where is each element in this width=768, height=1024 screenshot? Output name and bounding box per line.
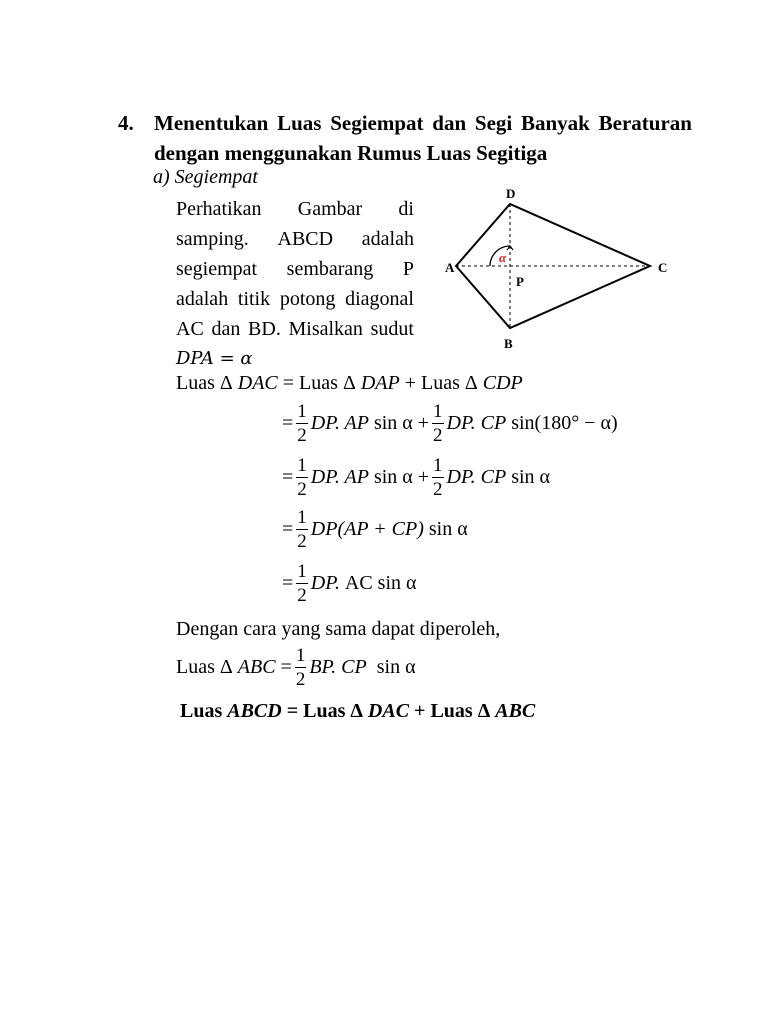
heading-word: Beraturan: [598, 111, 692, 135]
product-term: DP. AP: [310, 466, 369, 488]
label-a: A: [445, 260, 455, 275]
triangle-name: DAC: [367, 700, 410, 722]
half-fraction: $\frac{1}{2}$: [297, 455, 307, 500]
delta-symbol: Δ: [219, 656, 233, 678]
equals-sign: =: [280, 656, 292, 678]
product-term: DP(AP + CP): [310, 518, 424, 540]
luas-text: Luas: [180, 700, 223, 722]
equals-sign: =: [282, 572, 294, 594]
product-term: DP.: [310, 572, 340, 594]
sine-term: sin(180° − α): [511, 412, 618, 434]
delta-symbol: Δ: [219, 372, 233, 394]
triangle-name: ABC: [237, 656, 276, 678]
word: titik: [237, 288, 271, 310]
word: BD.: [248, 318, 281, 340]
triangle-name: ABC: [495, 700, 536, 722]
word: P: [402, 258, 414, 280]
equals-sign: =: [282, 372, 295, 394]
label-p: P: [516, 274, 524, 289]
word: ABCD: [277, 228, 334, 250]
equals-sign: =: [282, 466, 294, 488]
sine-term: sin α: [428, 518, 468, 540]
word: Gambar: [297, 198, 363, 220]
paragraph: [176, 194, 414, 374]
word: sembarang: [286, 258, 374, 280]
subsection-title: a) Segiempat: [153, 166, 258, 188]
diagonal-name: AC: [344, 572, 373, 594]
triangle-name: DAP: [360, 372, 400, 394]
equation-step-1: [282, 402, 618, 445]
word: dan: [211, 318, 241, 340]
word: samping.: [176, 228, 249, 250]
heading-word: Banyak: [521, 111, 590, 135]
word: adalah: [176, 288, 229, 310]
paragraph-line: [176, 194, 414, 224]
quadrilateral-diagram: [436, 182, 676, 354]
equation-dac: [176, 372, 523, 395]
label-c: C: [658, 260, 668, 275]
equation-abcd: [180, 700, 535, 723]
label-alpha: α: [499, 250, 507, 265]
word: Perhatikan: [176, 198, 262, 220]
half-fraction: $\frac{1}{2}$: [297, 401, 307, 446]
luas-text: Luas: [420, 372, 460, 394]
product-term: DP. CP: [446, 466, 507, 488]
half-fraction: $\frac{1}{2}$: [297, 507, 307, 552]
word: di: [398, 198, 414, 220]
section-number: 4.: [118, 111, 134, 135]
word: Misalkan: [288, 318, 363, 340]
luas-text: Luas: [303, 700, 346, 722]
word: AC: [176, 318, 204, 340]
paragraph-line: [176, 254, 414, 284]
product-term: DP. AP: [310, 412, 369, 434]
word: segiempat: [176, 258, 258, 280]
delta-symbol: Δ: [350, 700, 363, 722]
conclusion-text: Dengan cara yang sama dapat diperoleh,: [176, 618, 501, 640]
half-fraction: $\frac{1}{2}$: [297, 561, 307, 606]
word: potong: [279, 288, 336, 310]
equation-step-2: [282, 456, 550, 499]
heading-word: dan: [432, 111, 467, 135]
heading-word: Menentukan: [154, 111, 269, 135]
angle-definition: DPA = α: [176, 348, 253, 369]
sine-term: sin α: [373, 412, 413, 434]
equals-sign: =: [282, 518, 294, 540]
heading-word: Luas: [277, 111, 322, 135]
plus-sign: +: [417, 412, 430, 434]
equals-sign: =: [286, 700, 299, 722]
equals-sign: =: [282, 412, 294, 434]
word: adalah: [361, 228, 414, 250]
luas-text: Luas: [299, 372, 338, 394]
label-d: D: [506, 186, 516, 201]
heading-line-1: [154, 108, 692, 138]
luas-text: Luas: [176, 372, 215, 394]
plus-sign: +: [404, 372, 416, 394]
sine-term: sin α: [511, 466, 551, 488]
word: diagonal: [345, 288, 414, 310]
sine-term: sin α: [377, 572, 417, 594]
sine-term: sin α: [373, 466, 413, 488]
word: sudut: [370, 318, 414, 340]
paragraph-line: [176, 224, 414, 254]
sine-term: sin α: [376, 656, 416, 678]
delta-symbol: Δ: [464, 372, 478, 394]
paragraph-line: [176, 284, 414, 314]
product-term: BP. CP: [309, 656, 367, 678]
equation-step-3: [282, 508, 468, 551]
half-fraction: $\frac{1}{2}$: [433, 455, 443, 500]
product-term: DP. CP: [446, 412, 507, 434]
delta-symbol: Δ: [342, 372, 356, 394]
triangle-name: DAC: [237, 372, 278, 394]
paragraph-line: [176, 314, 414, 344]
heading-word: Segi: [474, 111, 513, 135]
delta-symbol: Δ: [477, 700, 491, 722]
plus-sign: +: [414, 700, 426, 722]
equation-abc: [176, 646, 416, 689]
triangle-name: CDP: [482, 372, 523, 394]
half-fraction: $\frac{1}{2}$: [295, 645, 306, 690]
luas-text: Luas: [176, 656, 215, 678]
heading-word: Segiempat: [330, 111, 424, 135]
half-fraction: $\frac{1}{2}$: [433, 401, 443, 446]
quadrilateral-name: ABCD: [227, 700, 282, 722]
heading-line-2: dengan menggunakan Rumus Luas Segitiga: [154, 141, 548, 165]
plus-sign: +: [417, 466, 430, 488]
luas-text: Luas: [430, 700, 473, 722]
equation-step-4: [282, 562, 417, 605]
label-b: B: [504, 336, 513, 351]
